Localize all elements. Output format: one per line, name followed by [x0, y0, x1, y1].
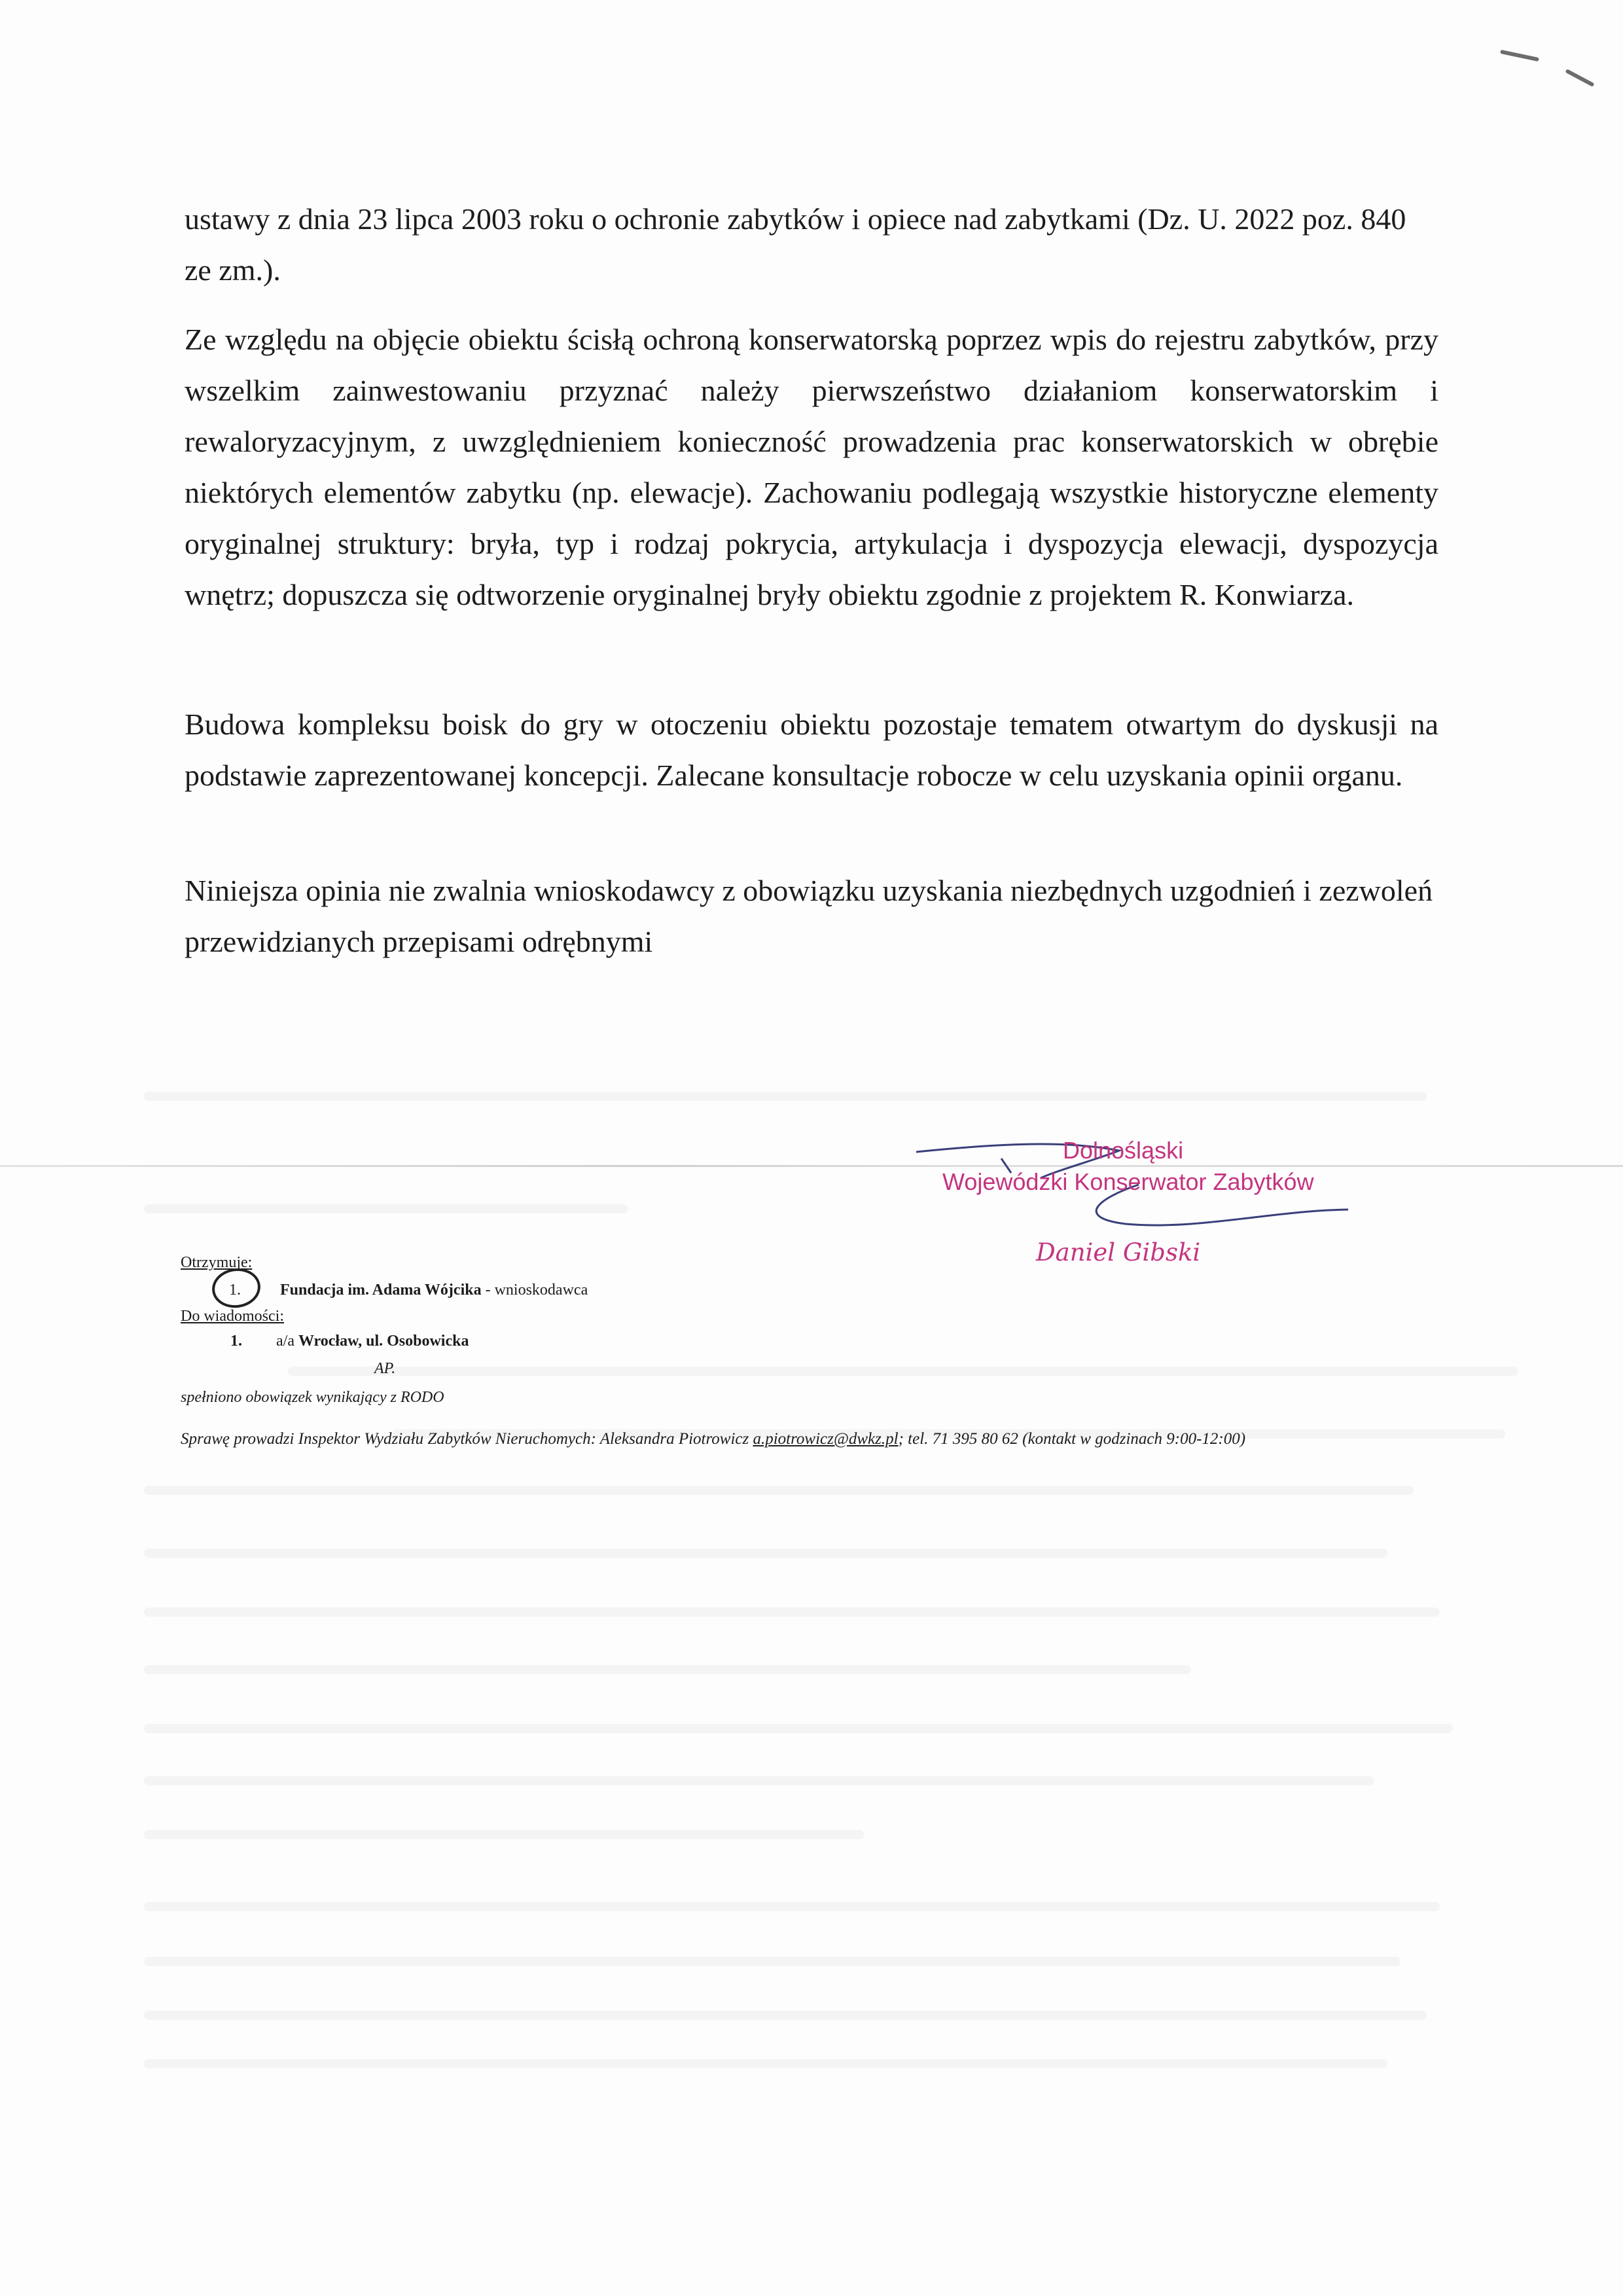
archive-mark: AP.: [374, 1360, 396, 1377]
bleed-through: [144, 1486, 1414, 1495]
bleed-through: [144, 1830, 864, 1839]
cc-prefix: a/a: [276, 1333, 294, 1350]
recipients-label: Otrzymuje:: [181, 1254, 253, 1271]
cc-line: [276, 1331, 469, 1351]
bleed-through: [144, 1776, 1374, 1785]
case-handler-text: Sprawę prowadzi Inspektor Wydziału Zabytków Nieruchomych: Aleksandra Piotrowicz: [181, 1430, 749, 1448]
scan-mark: [1565, 69, 1594, 87]
cc-label: Do wiadomości:: [181, 1308, 284, 1325]
bleed-through: [144, 1549, 1387, 1558]
recipient-line: [280, 1280, 588, 1300]
cc-number: 1.: [230, 1333, 242, 1350]
recipient-name: Fundacja im. Adama Wójcika: [280, 1282, 482, 1299]
bleed-through: [144, 1957, 1400, 1966]
paragraph-text: ustawy z dnia 23 lipca 2003 roku o ochronie zabytków i opiece nad zabytkami (Dz. U. 2022 poz. 840 ze zm.).: [185, 202, 1406, 287]
scan-mark: [1500, 50, 1539, 62]
paragraph-text: Budowa kompleksu boisk do gry w otoczeniu obiektu pozostaje tematem otwartym do dyskusji na podstawie zaprezentowanej koncepcji. Zalecane konsultacje robocze w celu uzyskania opinii organu.: [185, 708, 1438, 792]
bleed-through: [288, 1367, 1518, 1376]
cc-name: Wrocław, ul. Osobowicka: [298, 1333, 469, 1350]
recipient-number: 1.: [229, 1282, 241, 1299]
rodo-note: spełniono obowiązek wynikający z RODO: [181, 1389, 444, 1406]
paragraph-disclaimer: [185, 865, 1438, 967]
paragraph-text: Niniejsza opinia nie zwalnia wnioskodawcy z obowiązku uzyskania niezbędnych uzgodnień i zezwoleń przewidzianych przepisami odrębnymi: [185, 874, 1433, 958]
paragraph-conservation: [185, 314, 1438, 620]
recipient-role: - wnioskodawca: [485, 1282, 588, 1299]
bleed-through: [144, 1724, 1453, 1733]
stamp-line-office: Wojewódzki Konserwator Zabytków: [942, 1168, 1314, 1195]
bleed-through: [144, 1204, 628, 1213]
paragraph-sports-complex: [185, 699, 1438, 801]
bleed-through: [144, 2059, 1387, 2068]
case-handler-email[interactable]: a.piotrowicz@dwkz.pl: [753, 1430, 899, 1448]
case-handler-contact: ; tel. 71 395 80 62 (kontakt w godzinach 9:00-12:00): [898, 1430, 1246, 1448]
paragraph-text: Ze względu na objęcie obiektu ścisłą ochroną konserwatorską poprzez wpis do rejestru zabytków, przy wszelkim zainwestowaniu przyznać należy pierwszeństwo działaniom konserwatorskim i rewaloryzacyjnym, z uwzględnieniem konieczność prowadzenia prac konserwatorskich w obrębie niektórych elementów zabytku (np. elewacje). Zachowaniu podlegają wszystkie historyczne elementy oryginalnej struktury: bryła, typ i rodzaj pokrycia, artykulacja i dyspozycja elewacji, dyspozycja wnętrz; dopuszcza się odtworzenie oryginalnej bryły obiektu zgodnie z projektem R. Konwiarza.: [185, 323, 1438, 611]
bleed-through: [144, 2011, 1427, 2020]
paragraph-legal-basis: [185, 194, 1438, 296]
signatory-name: Daniel Gibski: [1036, 1238, 1201, 1266]
bleed-through: [144, 1665, 1191, 1674]
bleed-through: [144, 1092, 1427, 1101]
case-handler-line: [181, 1429, 1245, 1449]
bleed-through: [144, 1607, 1440, 1617]
bleed-through: [144, 1902, 1440, 1911]
stamp-line-region: Dolnośląski: [1063, 1137, 1184, 1164]
